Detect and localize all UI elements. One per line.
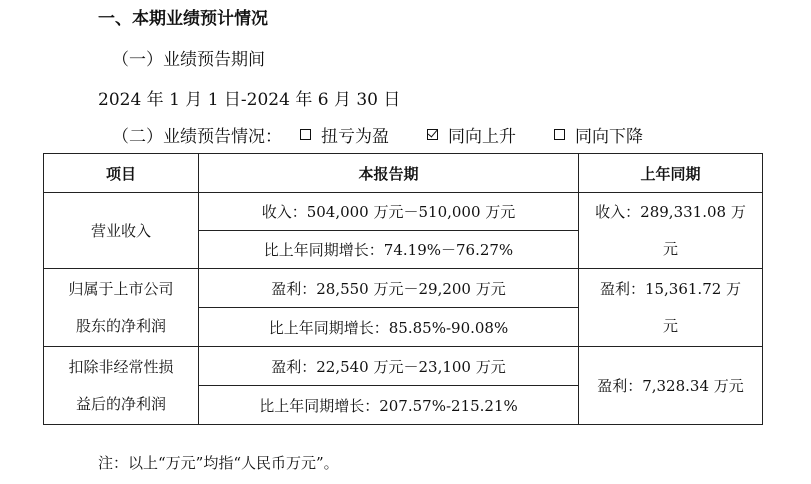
forecast-period: 2024 年 1 月 1 日-2024 年 6 月 30 日 (98, 90, 401, 110)
forecast-type-label: （二）业绩预告情况： (112, 127, 282, 147)
footnote: 注：以上“万元”均指“人民币万元”。 (98, 454, 339, 472)
item-label-line: 益后的净利润 (75, 394, 166, 413)
current-growth: 比上年同期增长：207.57%-215.21% (199, 386, 579, 425)
row-item-revenue (44, 193, 199, 269)
prior-value (579, 193, 763, 269)
item-label: 营业收入 (90, 222, 151, 240)
checkbox-unchecked-icon[interactable] (300, 129, 311, 140)
option-label: 扭亏为盈 (321, 127, 389, 147)
prior-value (579, 269, 763, 347)
checkbox-checked-icon[interactable] (427, 129, 438, 140)
table-row (44, 347, 763, 386)
prior-value-line: 收入：289,331.08 万 (595, 202, 746, 221)
option-turnaround[interactable] (292, 122, 389, 147)
table-row (44, 193, 763, 231)
option-decrease[interactable] (546, 122, 643, 147)
current-growth: 比上年同期增长：85.85%-90.08% (199, 308, 579, 347)
current-value: 盈利：22,540 万元－23,100 万元 (199, 347, 579, 386)
item-label-line: 扣除非经常性损 (68, 357, 174, 376)
header-prior-period: 上年同期 (579, 154, 763, 193)
period-subtitle: （一）业绩预告期间 (112, 50, 265, 70)
prior-value-line: 元 (662, 316, 678, 335)
current-value: 收入：504,000 万元－510,000 万元 (199, 193, 579, 231)
current-growth: 比上年同期增长：74.19%－76.27% (199, 231, 579, 269)
option-label: 同向下降 (575, 127, 643, 147)
checkbox-unchecked-icon[interactable] (554, 129, 565, 140)
forecast-table (43, 153, 763, 425)
item-label-line: 股东的净利润 (75, 316, 166, 335)
prior-value: 盈利：7,328.34 万元 (579, 347, 763, 425)
table-row (44, 269, 763, 308)
option-label: 同向上升 (448, 127, 516, 147)
header-current-period: 本报告期 (199, 154, 579, 193)
option-increase[interactable] (419, 122, 516, 147)
forecast-type-line (112, 122, 643, 147)
section-title: 一、本期业绩预计情况 (98, 9, 268, 29)
prior-value-line: 盈利：15,361.72 万 (599, 279, 742, 298)
item-label-line: 归属于上市公司 (68, 279, 174, 298)
table-header-row (44, 154, 763, 193)
row-item-net-profit (44, 269, 199, 347)
prior-value-line: 元 (662, 239, 678, 258)
row-item-adjusted-net-profit (44, 347, 199, 425)
header-item: 项目 (44, 154, 199, 193)
current-value: 盈利：28,550 万元－29,200 万元 (199, 269, 579, 308)
